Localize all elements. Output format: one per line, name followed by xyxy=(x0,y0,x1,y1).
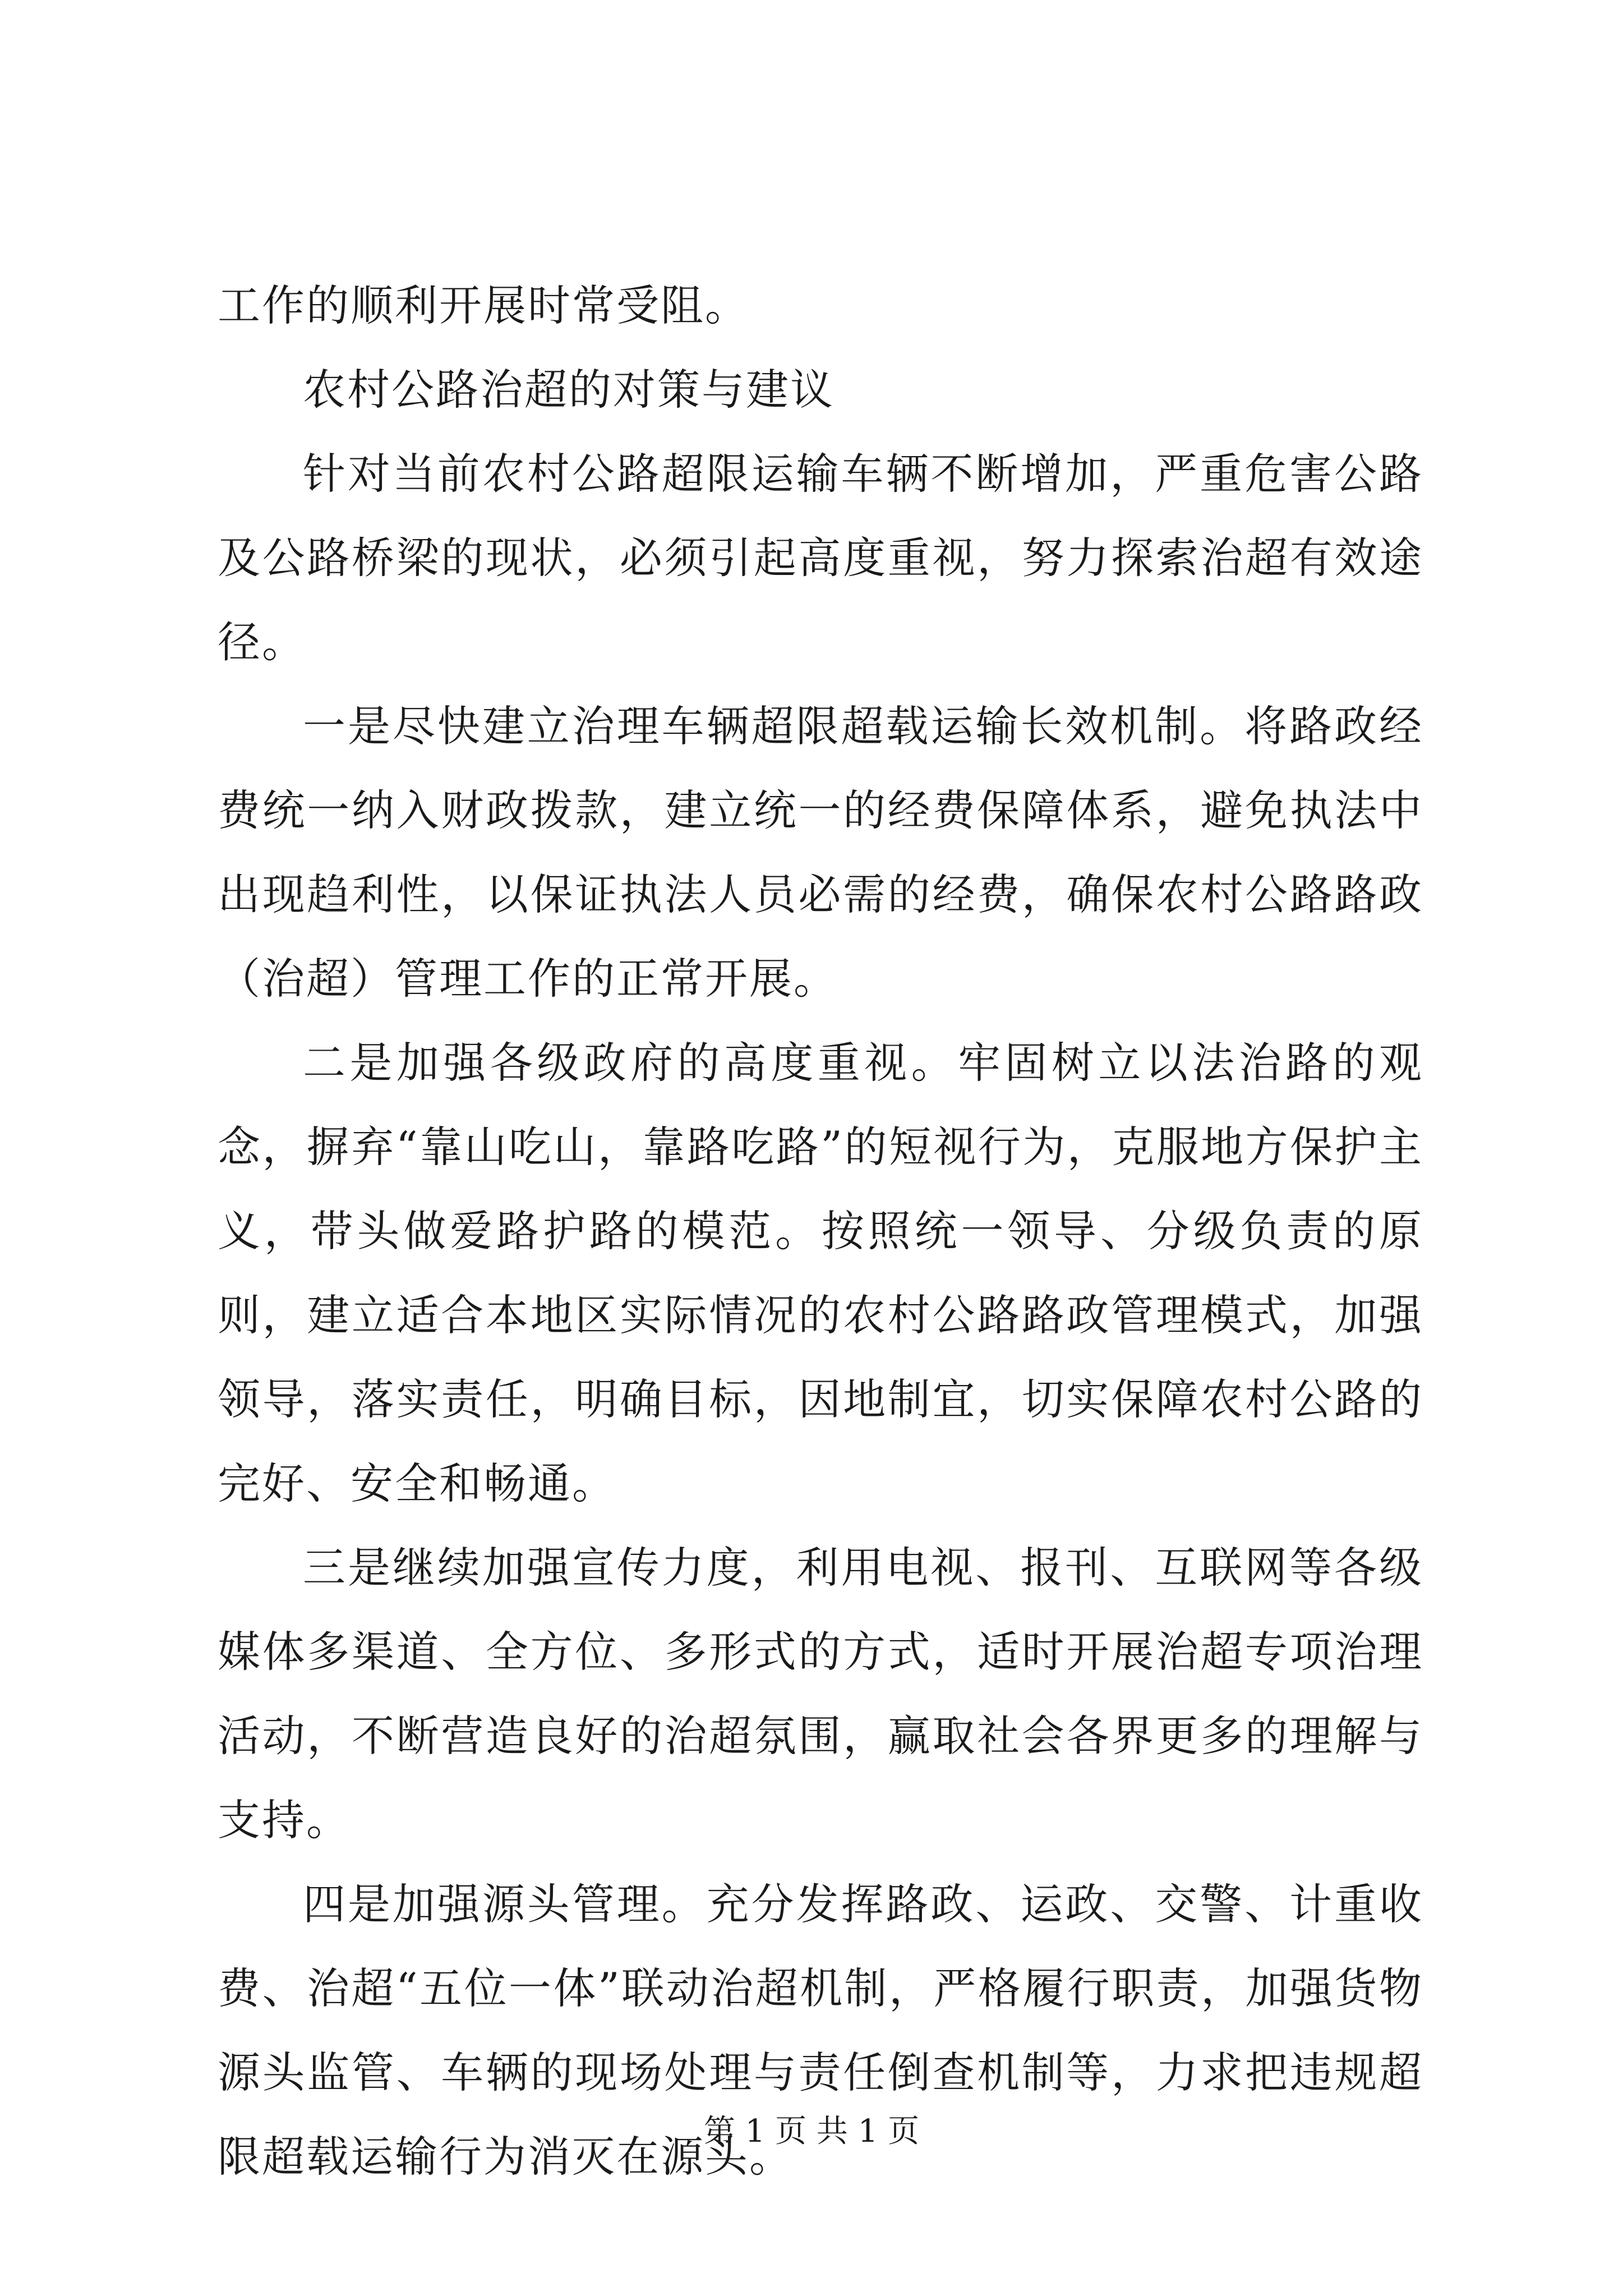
paragraph: 四是加强源头管理。充分发挥路政、运政、交警、计重收费、治超“五位一体”联动治超机制，严格履行职责，加强货物源头监管、车辆的现场处理与责任倒查机制等，力求把违规超限超载运输行为消灭在源头。 xyxy=(218,1879,1423,2182)
paragraph: 工作的顺利开展时常受阻。 xyxy=(218,280,749,330)
paragraph: 三是继续加强宣传力度，利用电视、报刊、互联网等各级媒体多渠道、全方位、多形式的方式，适时开展治超专项治理活动，不断营造良好的治超氛围，赢取社会各界更多的理解与支持。 xyxy=(218,1543,1423,1845)
paragraph: 针对当前农村公路超限运输车辆不断增加，严重危害公路及公路桥梁的现状，必须引起高度重视，努力探索治超有效途径。 xyxy=(218,449,1423,667)
document-body xyxy=(218,264,1423,2199)
paragraph: 二是加强各级政府的高度重视。牢固树立以法治路的观念，摒弃“靠山吃山，靠路吃路”的短视行为，克服地方保护主义，带头做爱路护路的模范。按照统一领导、分级负责的原则，建立适合本地区实际情况的农村公路路政管理模式，加强领导，落实责任，明确目标，因地制宜，切实保障农村公路的完好、安全和畅通。 xyxy=(218,1038,1423,1508)
section-heading: 农村公路治超的对策与建议 xyxy=(303,365,834,415)
page-footer: 第 1 页 共 1 页 xyxy=(703,2113,920,2150)
paragraph: 一是尽快建立治理车辆超限超载运输长效机制。将路政经费统一纳入财政拨款，建立统一的经费保障体系，避免执法中出现趋利性，以保证执法人员必需的经费，确保农村公路路政（治超）管理工作的正常开展。 xyxy=(218,701,1423,1004)
